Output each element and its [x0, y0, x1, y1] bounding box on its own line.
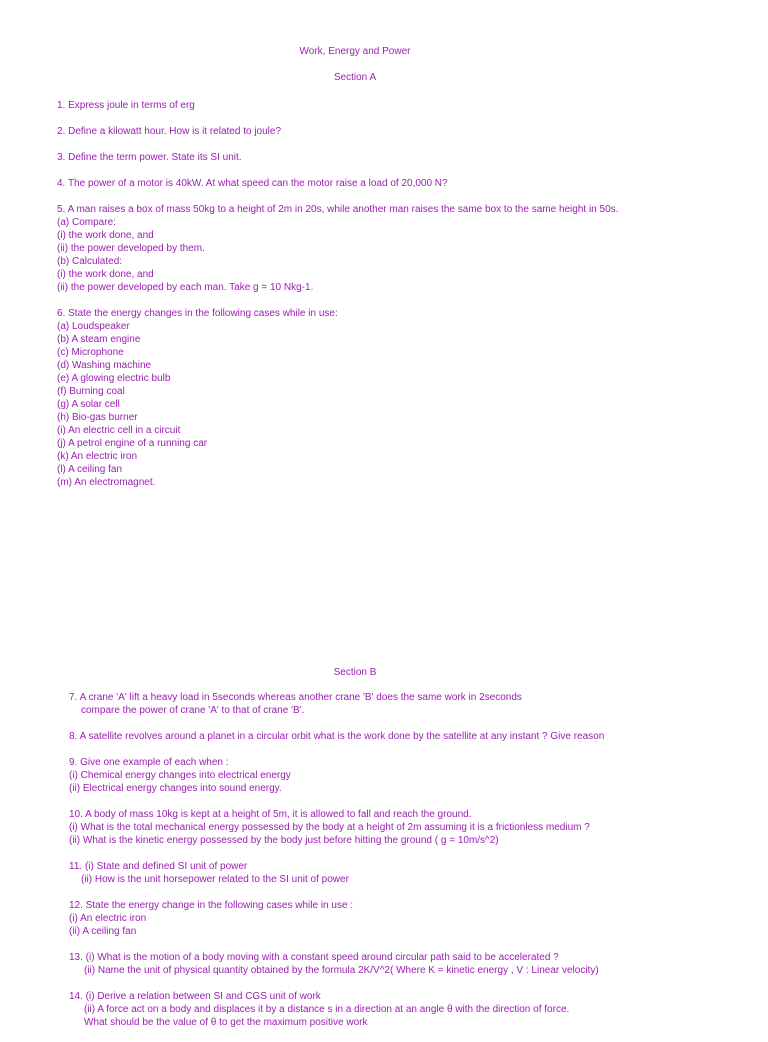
question-line: (ii) What is the kinetic energy possessed by the body just before hitting the ground ( g = 10m/s^2): [69, 835, 499, 846]
question-line: (ii) A ceiling fan: [69, 926, 137, 937]
section-a: [57, 99, 757, 502]
question-line: (i) An electric cell in a circuit: [57, 425, 181, 436]
question-line: 9. Give one example of each when :: [69, 757, 229, 768]
question-line: (ii) the power developed by them.: [57, 243, 205, 254]
question-14: [69, 990, 768, 1029]
question-5: [57, 203, 757, 294]
question-line: 7. A crane 'A' lift a heavy load in 5seconds whereas another crane 'B' does the same work in 2seconds: [69, 692, 522, 703]
question-line: 3. Define the term power. State its SI unit.: [57, 152, 242, 163]
question-line: (g) A solar cell: [57, 399, 120, 410]
question-12: [69, 899, 768, 938]
question-line: 1. Express joule in terms of erg: [57, 100, 195, 111]
question-line: (ii) Electrical energy changes into sound energy.: [69, 783, 282, 794]
question-line: 6. State the energy changes in the following cases while in use:: [57, 308, 338, 319]
question-10: [69, 808, 768, 847]
question-line: (ii) the power developed by each man. Take g = 10 Nkg-1.: [57, 282, 314, 293]
question-line: 2. Define a kilowatt hour. How is it related to joule?: [57, 126, 282, 137]
question-line: What should be the value of θ to get the maximum positive work: [84, 1017, 368, 1028]
question-3: [57, 151, 757, 164]
question-2: [57, 125, 757, 138]
question-line: (e) A glowing electric bulb: [57, 373, 171, 384]
question-9: [69, 756, 768, 795]
section-b-heading: Section B: [333, 667, 377, 678]
question-line: (m) An electromagnet.: [57, 477, 156, 488]
question-line: (ii) A force act on a body and displaces it by a distance s in a direction at an angle θ with the direction of force.: [84, 1004, 570, 1015]
question-6: [57, 307, 757, 489]
question-line: 4. The power of a motor is 40kW. At what speed can the motor raise a load of 20,000 N?: [57, 178, 448, 189]
question-7: [69, 691, 768, 717]
question-line: (d) Washing machine: [57, 360, 152, 371]
question-11: [69, 860, 768, 886]
question-line: (b) A steam engine: [57, 334, 141, 345]
question-line: (i) the work done, and: [57, 230, 154, 241]
question-line: (b) Calculated:: [57, 256, 123, 267]
question-line: 11. (i) State and defined SI unit of power: [69, 861, 248, 872]
question-line: (i) What is the total mechanical energy possessed by the body at a height of 2m assuming it is a frictionless medium ?: [69, 822, 590, 833]
question-line: (a) Loudspeaker: [57, 321, 130, 332]
question-line: (ii) Name the unit of physical quantity obtained by the formula 2K/V^2( Where K = kinetic energy , V : Linear velocity): [84, 965, 599, 976]
question-line: (ii) How is the unit horsepower related to the SI unit of power: [81, 874, 349, 885]
question-8: [69, 730, 768, 743]
question-line: (f) Burning coal: [57, 386, 125, 397]
section-a-heading: Section A: [333, 72, 377, 83]
question-line: 13. (i) What is the motion of a body moving with a constant speed around circular path said to be accelerated ?: [69, 952, 559, 963]
question-line: 12. State the energy change in the following cases while in use :: [69, 900, 354, 911]
question-4: [57, 177, 757, 190]
question-line: (a) Compare:: [57, 217, 116, 228]
question-line: 14. (i) Derive a relation between SI and CGS unit of work: [69, 991, 321, 1002]
question-line: (i) An electric iron: [69, 913, 147, 924]
question-line: (c) Microphone: [57, 347, 124, 358]
question-line: 5. A man raises a box of mass 50kg to a height of 2m in 20s, while another man raises the same box to the same height in 50s.: [57, 204, 619, 215]
question-13: [69, 951, 768, 977]
question-line: (l) A ceiling fan: [57, 464, 123, 475]
question-line: (h) Bio-gas burner: [57, 412, 138, 423]
question-line: 8. A satellite revolves around a planet in a circular orbit what is the work done by the satellite at any instant ? Give reason: [69, 731, 605, 742]
question-line: (k) An electric iron: [57, 451, 138, 462]
section-b: [69, 691, 768, 1042]
question-line: (i) Chemical energy changes into electrical energy: [69, 770, 291, 781]
document-title: Work, Energy and Power: [299, 46, 411, 57]
question-line: compare the power of crane 'A' to that of crane 'B'.: [81, 705, 305, 716]
question-line: (j) A petrol engine of a running car: [57, 438, 208, 449]
question-line: (i) the work done, and: [57, 269, 154, 280]
question-line: 10. A body of mass 10kg is kept at a height of 5m, it is allowed to fall and reach the ground.: [69, 809, 472, 820]
question-1: [57, 99, 757, 112]
